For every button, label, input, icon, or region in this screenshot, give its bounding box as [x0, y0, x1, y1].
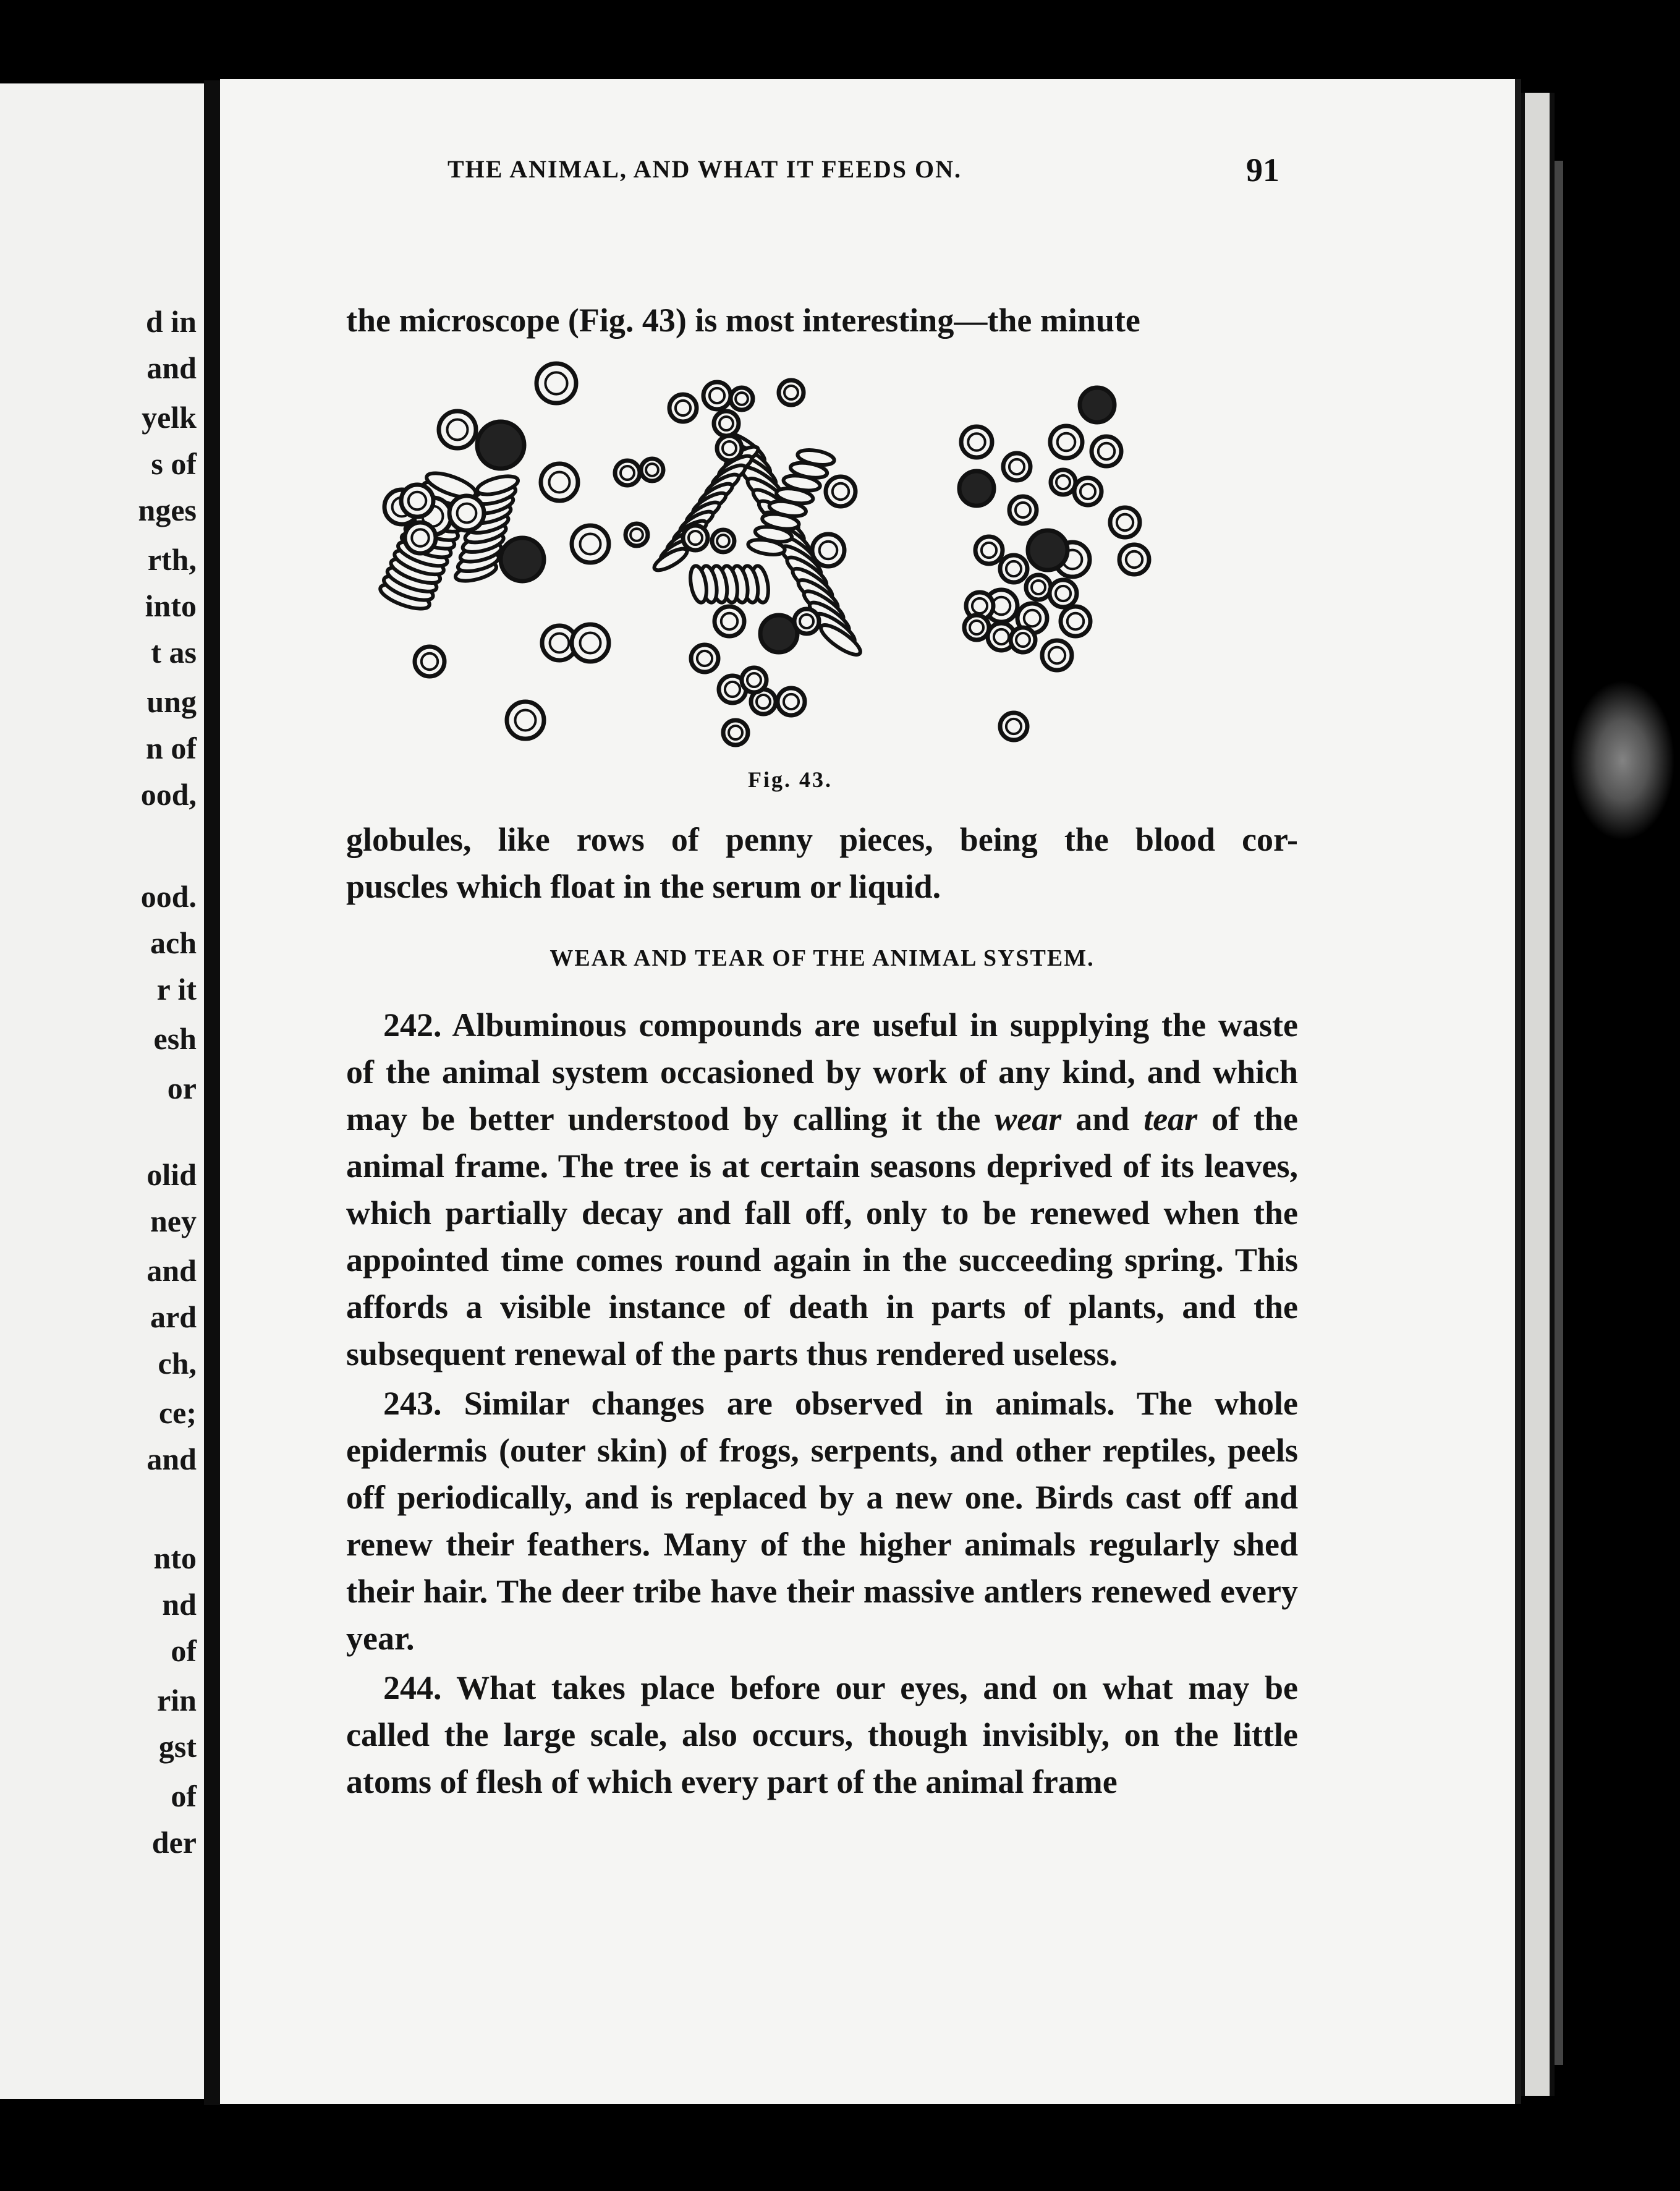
corpuscle [779, 380, 804, 405]
corpuscle [715, 606, 744, 636]
corpuscle [731, 388, 753, 410]
corpuscle [1009, 496, 1037, 524]
corpuscle [703, 382, 731, 409]
left-page-fragment: der [151, 1825, 197, 1860]
post-figure-line-2: puscles which float in the serum or liquid. [346, 868, 941, 905]
corpuscle [778, 688, 805, 715]
corpuscle [572, 525, 609, 563]
corpuscle [717, 436, 742, 461]
corpuscle [964, 615, 989, 640]
corpuscle [1092, 436, 1121, 466]
left-page-fragment: into [145, 589, 197, 623]
corpuscle [1003, 453, 1030, 480]
left-page-fragment: ach [150, 925, 197, 960]
corpuscle [712, 530, 734, 552]
corpuscle [439, 411, 476, 448]
left-page-fragment: nto [153, 1541, 197, 1575]
corpuscle [975, 537, 1003, 564]
corpuscle [572, 624, 609, 662]
left-page-fragment: ch, [158, 1346, 197, 1381]
left-page-fragment: ce; [158, 1395, 197, 1430]
corpuscle [1050, 426, 1082, 458]
rouleaux-stack [651, 443, 761, 574]
corpuscle [1080, 388, 1114, 422]
corpuscle [812, 534, 844, 566]
left-page-fragment: olid [146, 1157, 197, 1192]
left-page-fragment: ood. [140, 879, 197, 914]
main-text [346, 1002, 1298, 1805]
figure-43-blood-corpuscles [358, 349, 1286, 757]
corpuscle [1061, 606, 1090, 636]
left-page-fragment: n of [146, 731, 197, 765]
paragraph-number: 243. [383, 1385, 442, 1422]
left-page-fragment: and [146, 351, 197, 385]
post-figure-line-1: globules, like rows of penny pieces, being the blood cor- [346, 821, 1298, 858]
corpuscle [691, 645, 718, 672]
corpuscle [415, 647, 444, 676]
corpuscle [1000, 555, 1027, 582]
left-page-fragment: and [146, 1442, 197, 1476]
left-page-fragment: ney [150, 1204, 197, 1238]
left-page-fragment: of [171, 1779, 197, 1813]
left-page-fragment: ood, [140, 777, 197, 812]
corpuscle [961, 427, 992, 457]
paragraph-242: 242. Albuminous compounds are useful in supplying the waste of the animal system occasioned by work of any kind, and which may be better understood by calling it the wear and tear of the animal frame. The tree is at certain seasons deprived of its leaves, which partially decay and fall off, only to be renewed when the appointed time comes round again in the succeeding spring. This affords a visible instance of death in parts of plants, and the subsequent renewal of the parts thus rendered useless. [346, 1006, 1298, 1372]
corpuscle [760, 615, 797, 652]
corpuscle [501, 538, 544, 581]
corpuscle [1074, 478, 1101, 505]
top-text-line: the microscope (Fig. 43) is most interesting—the minute [346, 302, 1140, 339]
corpuscle [1026, 575, 1051, 600]
corpuscle [742, 668, 766, 692]
rouleaux-stack [688, 564, 771, 603]
corpuscle [959, 471, 994, 506]
paragraph-243: 243. Similar changes are observed in animals. The whole epidermis (outer skin) of frogs, serpents, and other reptiles, peels off periodically, and is replaced by a new one. Birds cast off and renew their feathers. Many of the higher animals regularly shed their hair. The deer tribe have their massive antlers renewed every year. [346, 1385, 1299, 1657]
left-page-fragment: r it [156, 972, 197, 1006]
left-page-fragment: rth, [147, 542, 197, 577]
left-page-fragment: ung [146, 684, 197, 719]
corpuscle [723, 720, 748, 745]
paragraph-number: 242. [383, 1006, 442, 1044]
left-page-fragment: rin [157, 1683, 197, 1717]
left-page-fragment: ard [150, 1300, 197, 1334]
corpuscle [1000, 713, 1027, 740]
left-page-fragment: s of [151, 446, 197, 481]
corpuscle [1042, 640, 1072, 670]
corpuscle [1110, 508, 1140, 537]
corpuscle [615, 461, 640, 485]
left-page-fragment: gst [158, 1729, 197, 1764]
figure-caption: Fig. 43. [748, 767, 833, 792]
corpuscle [683, 525, 708, 550]
blood-corpuscles-illustration [358, 349, 1286, 757]
corpuscle [1011, 628, 1035, 652]
corpuscle [1119, 545, 1149, 574]
paragraph-244: 244. What takes place before our eyes, and on what may be called the large scale, also occurs, though invisibly, on the little atoms of flesh of which every part of the animal frame [346, 1669, 1298, 1800]
corpuscle [669, 394, 697, 422]
left-page-fragment: t as [151, 635, 197, 670]
corpuscle [1050, 580, 1077, 607]
page-edge-shadow [1555, 161, 1563, 2065]
running-head [303, 151, 1279, 192]
corpuscle [1028, 530, 1067, 570]
book-gutter [204, 80, 220, 2105]
corpuscle [477, 422, 524, 469]
corpuscle [449, 496, 484, 530]
left-facing-page [0, 83, 206, 2099]
page-edge [1521, 93, 1555, 2096]
corpuscle [794, 609, 819, 634]
page-number: 91 [1246, 151, 1279, 189]
running-head-title: THE ANIMAL, AND WHAT IT FEEDS ON. [447, 155, 962, 183]
corpuscle [626, 524, 648, 546]
post-figure-text [346, 816, 1298, 910]
corpuscle [641, 459, 663, 481]
left-page-fragment: of [171, 1633, 197, 1668]
corpuscle [507, 702, 544, 739]
left-page-fragment: esh [153, 1021, 197, 1056]
left-page-fragment: and [146, 1253, 197, 1288]
left-page-fragment: nd [162, 1587, 197, 1622]
corpuscle [405, 522, 436, 553]
corpuscle [1051, 470, 1075, 495]
left-page-fragment: d in [145, 304, 197, 339]
edge-smudge [1570, 680, 1675, 841]
left-page-fragment: or [167, 1071, 197, 1105]
corpuscle [714, 411, 739, 436]
section-heading: WEAR AND TEAR OF THE ANIMAL SYSTEM. [549, 945, 1095, 971]
left-page-fragment: yelk [142, 400, 197, 435]
corpuscle [401, 485, 433, 517]
corpuscle [541, 464, 578, 501]
paragraph-number: 244. [383, 1669, 442, 1706]
left-page-fragment: nges [138, 493, 197, 527]
corpuscle [826, 477, 855, 506]
corpuscle [537, 364, 576, 403]
